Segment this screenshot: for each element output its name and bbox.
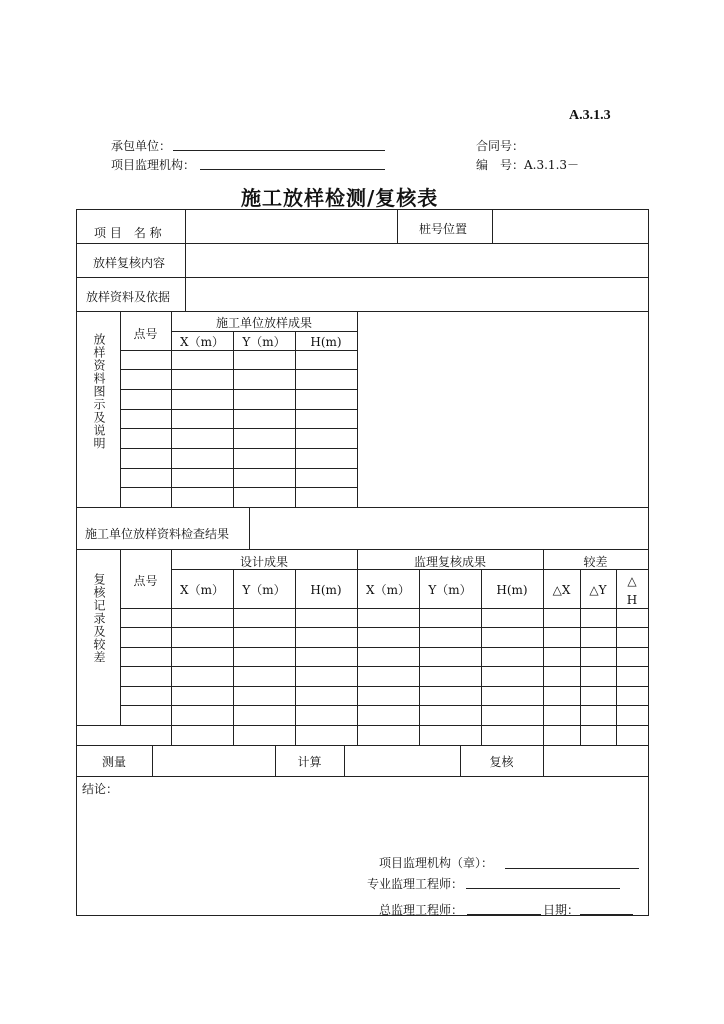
inspection-result-field[interactable] — [250, 508, 647, 548]
grid-line — [120, 627, 648, 628]
engineer-label: 专业监理工程师： — [367, 877, 464, 891]
grid-line — [120, 448, 357, 449]
inspection-result-label: 施工单位放样资料检查结果 — [85, 527, 230, 541]
supervisor-x-header: X（m） — [366, 583, 410, 597]
design-y-header: Y（m） — [242, 583, 286, 597]
chief-label: 总监理工程师： — [379, 903, 464, 917]
measure-label: 测量 — [101, 755, 126, 769]
date-line[interactable] — [580, 914, 633, 915]
design-x-header: X（m） — [180, 583, 224, 597]
grid-line — [120, 647, 648, 648]
table-border — [648, 209, 649, 915]
contract-no-label: 合同号： — [476, 139, 525, 153]
x-col-header: X（m） — [180, 335, 224, 349]
grid-line — [233, 331, 234, 507]
grid-line — [120, 686, 648, 687]
grid-line — [120, 608, 648, 609]
grid-line — [120, 487, 357, 488]
stakeout-diagram-area[interactable] — [358, 312, 647, 506]
design-h-header: H(m) — [310, 583, 342, 597]
y-col-header: Y（m） — [242, 335, 286, 349]
grid-line — [120, 389, 357, 390]
delta-h-header-symbol: △ — [627, 574, 637, 588]
delta-y-header: △Y — [589, 583, 607, 597]
check-label: 复核 — [489, 755, 514, 769]
grid-line — [295, 331, 296, 507]
grid-line — [171, 331, 357, 332]
serial-no-label: 编 号：A.3.1.3－ — [476, 158, 580, 172]
review-point-no-header: 点号 — [133, 574, 158, 588]
grid-line — [120, 705, 648, 706]
supervisor-org-field[interactable] — [200, 169, 385, 170]
contractor-result-header: 施工单位放样成果 — [215, 316, 312, 330]
stakeout-diagram-label: 放样资料图示及说明 — [92, 333, 106, 450]
date-label: 日期： — [543, 903, 580, 917]
stake-position-field[interactable] — [493, 210, 647, 242]
chief-line[interactable] — [467, 914, 541, 915]
delta-h-header-letter: H — [626, 593, 638, 607]
grid-line — [120, 409, 357, 410]
stakeout-content-field[interactable] — [186, 244, 647, 276]
form-code: A.3.1.3 — [569, 108, 611, 123]
grid-line — [171, 569, 648, 570]
supervisor-y-header: Y（m） — [428, 583, 472, 597]
grid-line — [120, 369, 357, 370]
calc-field[interactable] — [345, 746, 459, 775]
supervisor-h-header: H(m) — [496, 583, 528, 597]
stakeout-content-label: 放样复核内容 — [93, 256, 166, 270]
supervisor-org-label: 项目监理机构： — [111, 158, 196, 172]
stake-position-label: 桩号位置 — [419, 222, 468, 236]
measure-field[interactable] — [153, 746, 274, 775]
grid-line — [120, 468, 357, 469]
check-field[interactable] — [544, 746, 647, 775]
stakeout-basis-field[interactable] — [186, 278, 647, 310]
grid-line — [397, 209, 398, 243]
grid-line — [76, 725, 648, 726]
delta-x-header: △X — [552, 583, 571, 597]
supervisor-result-header: 监理复核成果 — [413, 555, 486, 569]
grid-line — [76, 776, 648, 777]
grid-line — [120, 428, 357, 429]
project-name-label: 项 目 名 称 — [94, 226, 162, 240]
point-no-header: 点号 — [133, 327, 158, 341]
project-name-field[interactable] — [186, 210, 396, 242]
conclusion-field[interactable] — [120, 796, 640, 846]
calc-label: 计算 — [297, 755, 322, 769]
engineer-line[interactable] — [466, 888, 620, 889]
contractor-label: 承包单位： — [111, 139, 172, 153]
grid-line — [120, 666, 648, 667]
review-record-label: 复核记录及较差 — [92, 573, 106, 664]
design-result-header: 设计成果 — [239, 555, 288, 569]
h-col-header: H(m) — [310, 335, 342, 349]
deviation-header: 较差 — [583, 555, 608, 569]
stakeout-basis-label: 放样资料及依据 — [86, 290, 171, 304]
page-title: 施工放样检测/复核表 — [241, 186, 439, 210]
table-border — [76, 209, 77, 915]
conclusion-label: 结论： — [82, 782, 119, 796]
org-seal-label: 项目监理机构（章）： — [379, 856, 494, 870]
org-seal-line[interactable] — [505, 868, 639, 869]
grid-line — [76, 549, 648, 550]
grid-line — [120, 350, 357, 351]
contractor-field[interactable] — [173, 150, 385, 151]
